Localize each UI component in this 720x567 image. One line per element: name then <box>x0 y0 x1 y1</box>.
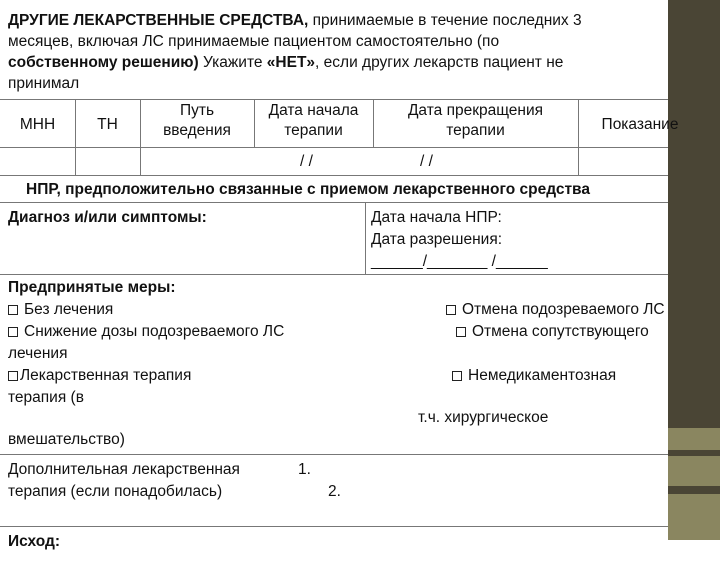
measure-drug-therapy[interactable] <box>8 365 191 386</box>
intro-heading: ДРУГИЕ ЛЕКАРСТВЕННЫЕ СРЕДСТВА, <box>8 12 309 29</box>
checkbox[interactable] <box>446 305 456 315</box>
header-indication: Показание <box>601 116 679 133</box>
additional-label-2: терапия (если понадобилась) <box>8 483 223 500</box>
adr-resolution-date-label: Дата разрешения: <box>371 231 503 248</box>
header-mnn: МНН <box>19 116 56 133</box>
stop-date-field[interactable]: / / <box>420 153 433 170</box>
sidebar-stripe <box>668 456 720 486</box>
header-stop-2: терапии <box>446 122 505 139</box>
intro-text: принимаемые в течение последних 3 <box>308 12 582 29</box>
additional-item-2: 2. <box>328 483 341 500</box>
measure-label: Лекарственная терапия <box>20 367 192 384</box>
measure-label: Снижение дозы подозреваемого ЛС <box>24 323 285 340</box>
measure-no-treatment[interactable] <box>8 299 113 320</box>
intro-line-1 <box>8 10 582 31</box>
checkbox[interactable] <box>8 327 18 337</box>
measure-withdraw-concomitant[interactable] <box>456 321 649 342</box>
measures-title: Предпринятые меры: <box>8 279 176 296</box>
header-start-2: терапии <box>284 122 343 139</box>
checkbox[interactable] <box>456 327 466 337</box>
measures-section <box>0 275 668 455</box>
diagnosis-row <box>0 203 668 275</box>
adr-section-title <box>0 176 668 203</box>
additional-item-1: 1. <box>298 461 311 478</box>
header-route-1: Путь <box>179 102 215 119</box>
intro-line-4: принимал <box>8 75 80 92</box>
measure-label: Отмена сопутствующего <box>472 323 649 340</box>
diagnosis-label: Диагноз и/или симптомы: <box>8 209 207 226</box>
measure-label-cont: терапия (в <box>8 389 84 406</box>
outcome-label: Исход: <box>8 533 61 550</box>
intro-bold: собственному решению) <box>8 54 199 71</box>
header-tn: ТН <box>97 116 118 133</box>
header-stop-1: Дата прекращения <box>407 102 544 119</box>
drug-table-row <box>0 148 668 176</box>
intro-text: Укажите <box>198 54 267 71</box>
drug-table-header <box>0 100 679 148</box>
measure-label-cont: вмешательство) <box>8 431 125 448</box>
intro-text: , если других лекарств пациент не <box>315 54 564 71</box>
additional-label-1: Дополнительная лекарственная <box>8 461 240 478</box>
decorative-sidebar <box>668 0 720 540</box>
measure-label-cont: т.ч. хирургическое <box>418 409 549 426</box>
measure-non-drug-therapy[interactable] <box>452 365 616 386</box>
header-route-2: введения <box>163 122 231 139</box>
measure-label-cont: лечения <box>8 345 68 362</box>
checkbox[interactable] <box>452 371 462 381</box>
adr-date-blank[interactable]: ______/_______ /______ <box>371 253 548 270</box>
additional-therapy-row <box>0 455 668 527</box>
measure-dose-reduction[interactable] <box>8 321 284 342</box>
sidebar-stripe <box>668 494 720 540</box>
measure-label: Без лечения <box>24 301 114 318</box>
start-date-field[interactable]: / / <box>300 153 313 170</box>
intro-line-3 <box>8 52 563 73</box>
net-keyword: «НЕТ» <box>266 54 316 71</box>
measure-label: Немедикаментозная <box>468 367 617 384</box>
measure-label: Отмена подозреваемого ЛС <box>462 301 665 318</box>
outcome-row <box>0 527 668 567</box>
sidebar-stripe <box>668 428 720 450</box>
other-drugs-intro <box>0 0 668 100</box>
measure-withdraw-suspect[interactable] <box>446 299 665 320</box>
intro-line-2: месяцев, включая ЛС принимаемые пациентом самостоятельно (по <box>8 33 500 50</box>
adr-title: НПР, предположительно связанные с приемом лекарственного средства <box>26 181 591 198</box>
adr-start-date-label: Дата начала НПР: <box>371 209 502 226</box>
checkbox[interactable] <box>8 371 18 381</box>
checkbox[interactable] <box>8 305 18 315</box>
header-start-1: Дата начала <box>268 102 359 119</box>
